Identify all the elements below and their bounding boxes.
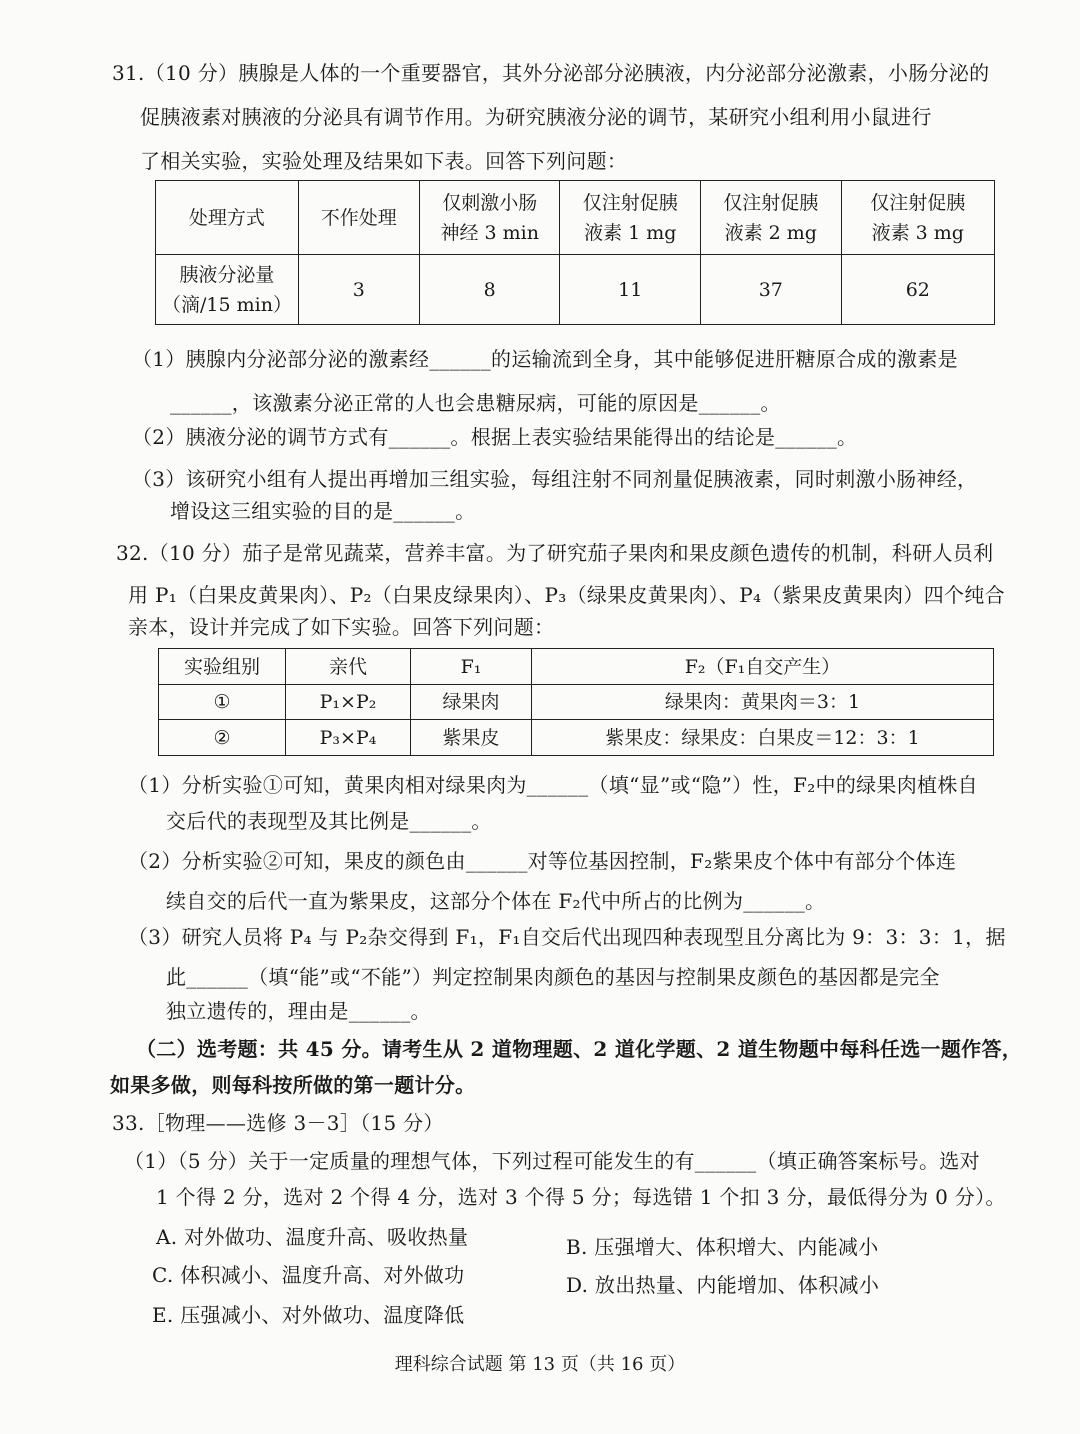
q31-sub-1b: ______，该激素分泌正常的人也会患糖尿病，可能的原因是______。 <box>170 391 781 415</box>
q32-th-1: 亲代 <box>286 649 411 685</box>
q31-line-3: 了相关实验，实验处理及结果如下表。回答下列问题： <box>140 149 628 173</box>
q32-r1-2: 绿果肉 <box>411 685 532 720</box>
q33-option-a: A. 对外做功、温度升高、吸收热量 <box>156 1225 469 1249</box>
q31-sub-2: （2）胰液分泌的调节方式有______。根据上表实验结果能得出的结论是______。 <box>132 425 858 449</box>
page-footer: 理科综合试题 第 13 页（共 16 页） <box>394 1354 686 1375</box>
q32-r1-1: P₁×P₂ <box>286 685 411 720</box>
q31-th-2: 仅刺激小肠 神经 3 min <box>419 181 560 255</box>
q31-th-3: 仅注射促胰 液素 1 mg <box>560 181 701 255</box>
q32-r2-2: 紫果皮 <box>411 720 532 756</box>
q31-td-5: 62 <box>841 255 994 325</box>
q33-option-b: B. 压强增大、体积增大、内能减小 <box>566 1235 879 1259</box>
q31-td-0: 胰液分泌量 （滴/15 min） <box>156 255 299 325</box>
q32-line-1: 32.（10 分）茄子是常见蔬菜，营养丰富。为了研究茄子果肉和果皮颜色遗传的机制，科研人员利 <box>116 541 994 565</box>
q31-th-1: 不作处理 <box>298 181 419 255</box>
q33-option-c: C. 体积减小、温度升高、对外做功 <box>152 1263 465 1287</box>
q32-th-3: F₂（F₁自交产生） <box>532 649 994 685</box>
q32-table <box>158 648 994 756</box>
q32-sub-1b: 交后代的表现型及其比例是______。 <box>166 809 492 833</box>
q31-sub-3a: （3）该研究小组有人提出再增加三组实验，每组注射不同剂量促胰液素，同时刺激小肠神经， <box>132 467 978 491</box>
q31-sub-3b: 增设这三组实验的目的是______。 <box>170 499 476 523</box>
q32-sub-1a: （1）分析实验①可知，黄果肉相对绿果肉为______（填“显”或“隐”）性，F₂中的绿果肉植株自 <box>128 773 978 797</box>
q33-option-e: E. 压强减小、对外做功、温度降低 <box>152 1303 465 1327</box>
q31-td-4: 37 <box>701 255 842 325</box>
q31-td-2: 8 <box>419 255 560 325</box>
q32-sub-2a: （2）分析实验②可知，果皮的颜色由______对等位基因控制，F₂紫果皮个体中有部分个体连 <box>128 849 957 873</box>
q32-sub-3c: 独立遗传的，理由是______。 <box>166 999 431 1023</box>
section2-line-1: （二）选考题：共 45 分。请考生从 2 道物理题、2 道化学题、2 道生物题中每科任选一题作答， <box>136 1037 1023 1061</box>
q32-r2-1: P₃×P₄ <box>286 720 411 756</box>
q32-th-2: F₁ <box>411 649 532 685</box>
q32-sub-3b: 此______（填“能”或“不能”）判定控制果肉颜色的基因与控制果皮颜色的基因都是完全 <box>166 965 940 989</box>
q32-sub-3a: （3）研究人员将 P₄ 与 P₂杂交得到 F₁，F₁自交后代出现四种表现型且分离比为 9：3：3：1，据 <box>128 925 1006 949</box>
q31-sub-1a: （1）胰腺内分泌部分泌的激素经______的运输流到全身，其中能够促进肝糖原合成的激素是 <box>132 347 958 371</box>
q32-line-3: 亲本，设计并完成了如下实验。回答下列问题： <box>128 615 555 639</box>
q31-td-1: 3 <box>298 255 419 325</box>
q31-line-1: 31.（10 分）胰腺是人体的一个重要器官，其外分泌部分泌胰液，内分泌部分泌激素，小肠分泌的 <box>112 61 990 85</box>
q33-title: 33.［物理——选修 3－3］（15 分） <box>112 1111 444 1135</box>
q32-r1-3: 绿果肉：黄果肉＝3：1 <box>532 685 994 720</box>
section2-line-2: 如果多做，则每科按所做的第一题计分。 <box>110 1073 476 1097</box>
q31-th-5: 仅注射促胰 液素 3 mg <box>841 181 994 255</box>
q33-stem-1: （1）（5 分）关于一定质量的理想气体，下列过程可能发生的有______（填正确答案标号。选对 <box>124 1149 980 1173</box>
q31-line-2: 促胰液素对胰液的分泌具有调节作用。为研究胰液分泌的调节，某研究小组利用小鼠进行 <box>140 105 932 129</box>
q32-r2-3: 紫果皮：绿果皮：白果皮＝12：3：1 <box>532 720 994 756</box>
q31-td-3: 11 <box>560 255 701 325</box>
q31-th-4: 仅注射促胰 液素 2 mg <box>701 181 842 255</box>
q32-r2-0: ② <box>159 720 286 756</box>
q33-option-d: D. 放出热量、内能增加、体积减小 <box>566 1273 880 1297</box>
q31-table <box>155 180 995 325</box>
q31-th-0: 处理方式 <box>156 181 299 255</box>
q32-r1-0: ① <box>159 685 286 720</box>
q32-sub-2b: 续自交的后代一直为紫果皮，这部分个体在 F₂代中所占的比例为______。 <box>166 889 826 913</box>
q33-stem-2: 1 个得 2 分，选对 2 个得 4 分，选对 3 个得 5 分；每选错 1 个扣 3 分，最低得分为 0 分）。 <box>156 1185 1006 1209</box>
q32-th-0: 实验组别 <box>159 649 286 685</box>
q32-line-2: 用 P₁（白果皮黄果肉）、P₂（白果皮绿果肉）、P₃（绿果皮黄果肉）、P₄（紫果皮黄果肉）四个纯合 <box>128 583 1005 607</box>
